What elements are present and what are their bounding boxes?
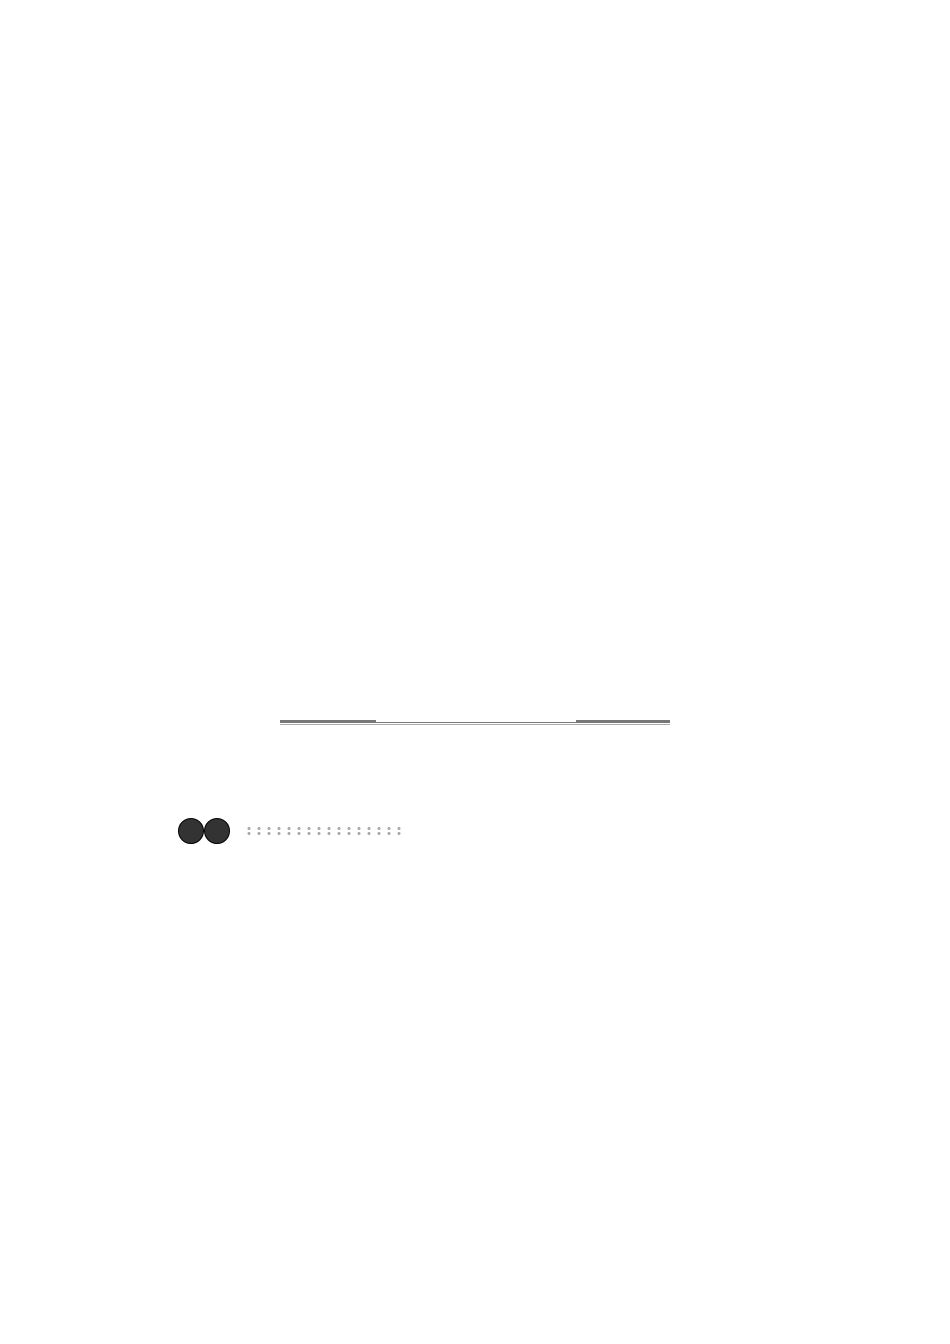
dotted-decoration: [244, 826, 404, 836]
heading-char-1: [178, 818, 204, 844]
section-banner: [280, 698, 670, 742]
banner-rule-thin: [280, 724, 670, 725]
heading-char-2: [204, 818, 230, 844]
banner-title: [376, 698, 576, 722]
text-perception-heading: [178, 818, 404, 844]
